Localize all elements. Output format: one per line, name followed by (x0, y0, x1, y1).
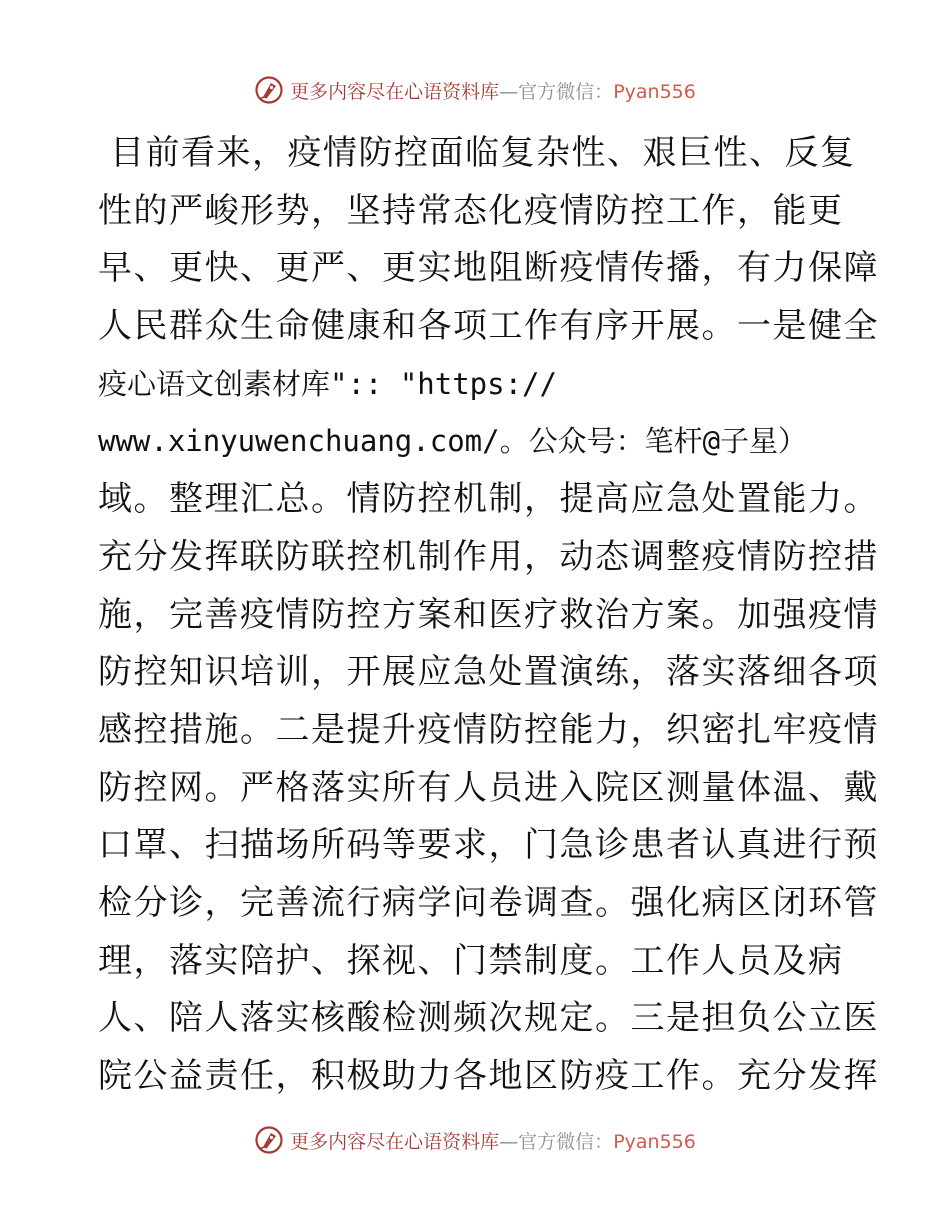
watermark-wechat-id: Pyan556 (613, 80, 696, 103)
body-line: 充分发挥联防联控机制作用，动态调整疫情防控措 (98, 536, 879, 577)
body-line: www.xinyuwenchuang.com/。公众号：笔杆@子星） (98, 424, 808, 459)
body-line: 人、陪人落实核酸检测频次规定。三是担负公立医 (98, 998, 879, 1039)
body-line: 感控措施。二是提升疫情防控能力，织密扎牢疫情 (98, 709, 879, 750)
watermark-dash: — (499, 1130, 519, 1153)
header-watermark (0, 70, 950, 110)
watermark-dash: — (499, 80, 519, 103)
body-line: 口罩、扫描场所码等要求，门急诊患者认真进行预 (98, 825, 879, 866)
body-line: 人民群众生命健康和各项工作有序开展。一是健全 (98, 306, 879, 347)
watermark-official-label: 官方微信： (518, 1130, 614, 1153)
document-body (98, 125, 879, 1106)
body-line: 防控网。严格落实所有人员进入院区测量体温、戴 (98, 767, 879, 808)
body-line: 防控知识培训，开展应急处置演练，落实落细各项 (98, 652, 879, 693)
body-line: 施，完善疫情防控方案和医疗救治方案。加强疫情 (98, 594, 879, 635)
pen-nib-circle-logo-icon (254, 75, 284, 105)
body-line: 目前看来，疫情防控面临复杂性、艰巨性、反复 (110, 133, 856, 173)
body-line: 理，落实陪护、探视、门禁制度。工作人员及病 (98, 940, 844, 981)
body-line: 早、更快、更严、更实地阻断疫情传播，有力保障 (98, 248, 879, 289)
body-line: 疫心语文创素材库":: "https:// (98, 366, 557, 401)
body-line: 域。整理汇总。情防控机制，提高应急处置能力。 (98, 479, 879, 520)
watermark-prefix: 更多内容尽在心语资料库 (290, 80, 500, 103)
watermark-wechat-id: Pyan556 (613, 1130, 696, 1153)
body-line: 院公益责任，积极助力各地区防疫工作。充分发挥 (98, 1056, 879, 1096)
watermark-official-label: 官方微信： (518, 80, 614, 103)
pen-nib-circle-logo-icon (254, 1125, 284, 1155)
watermark-prefix: 更多内容尽在心语资料库 (290, 1130, 500, 1153)
watermark-text (290, 1127, 696, 1154)
watermark-text (290, 77, 696, 104)
body-line: 检分诊，完善流行病学问卷调查。强化病区闭环管 (98, 882, 879, 923)
body-line: 性的严峻形势，坚持常态化疫情防控工作，能更 (98, 190, 844, 231)
footer-watermark (0, 1120, 950, 1160)
